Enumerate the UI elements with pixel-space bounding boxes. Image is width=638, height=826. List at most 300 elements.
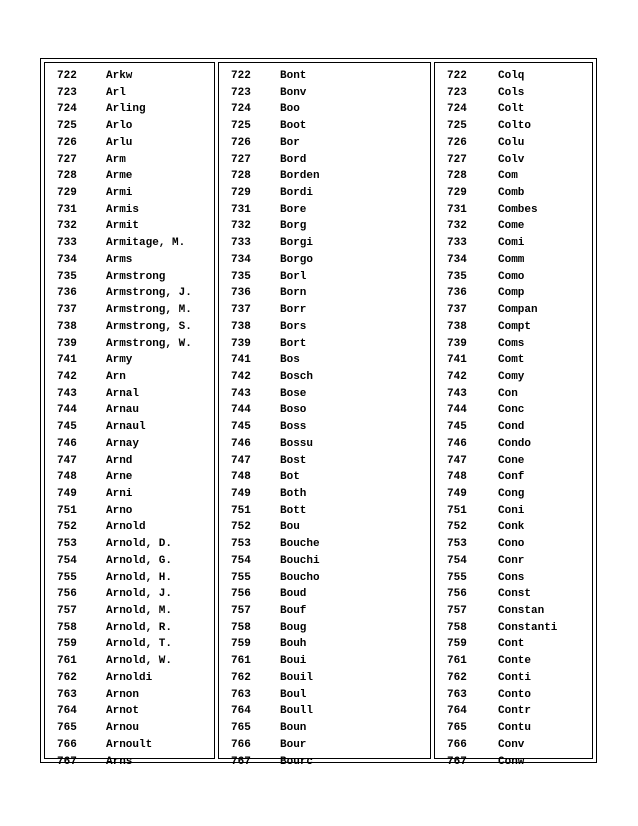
table-row — [45, 754, 214, 771]
cutter-number: 754 — [447, 554, 467, 567]
cutter-number: 761 — [57, 655, 77, 668]
name-entry: Boui — [280, 655, 307, 668]
name-entry: Armstrong, J. — [106, 287, 192, 300]
cutter-number: 753 — [447, 538, 467, 551]
name-entry: Armitage, M. — [106, 237, 186, 250]
name-entry: Bouche — [280, 538, 320, 551]
cutter-number: 758 — [57, 621, 77, 634]
cutter-number: 753 — [57, 538, 77, 551]
cutter-number: 765 — [447, 722, 467, 735]
name-entry: Boucho — [280, 571, 320, 584]
table-row — [435, 336, 592, 353]
cutter-number: 743 — [231, 387, 251, 400]
cutter-number: 751 — [447, 504, 467, 517]
cutter-number: 753 — [231, 538, 251, 551]
table-row — [435, 720, 592, 737]
cutter-number: 748 — [447, 471, 467, 484]
name-entry: Arnay — [106, 437, 140, 450]
cutter-number: 726 — [231, 136, 251, 149]
cutter-number: 766 — [231, 738, 251, 751]
table-row — [435, 519, 592, 536]
cutter-number: 745 — [447, 421, 467, 434]
cutter-number: 735 — [231, 270, 251, 283]
name-entry: Arnon — [106, 688, 140, 701]
table-row — [435, 469, 592, 486]
name-entry: Boul — [280, 688, 307, 701]
table-row — [45, 620, 214, 637]
table-row — [219, 68, 430, 85]
cutter-number: 724 — [231, 103, 251, 116]
cutter-number: 741 — [447, 354, 467, 367]
cutter-number: 763 — [231, 688, 251, 701]
cutter-number: 729 — [57, 187, 77, 200]
cutter-number: 734 — [231, 253, 251, 266]
table-row — [219, 436, 430, 453]
table-row — [435, 386, 592, 403]
name-entry: Bour — [280, 738, 307, 751]
cutter-number: 734 — [447, 253, 467, 266]
cutter-number: 743 — [57, 387, 77, 400]
name-entry: Arn — [106, 370, 126, 383]
cutter-number: 742 — [447, 370, 467, 383]
name-entry: Colt — [498, 103, 525, 116]
cutter-number: 739 — [57, 337, 77, 350]
cutter-number: 762 — [447, 671, 467, 684]
cutter-number: 738 — [231, 320, 251, 333]
name-entry: Borl — [280, 270, 307, 283]
cutter-number: 762 — [57, 671, 77, 684]
table-row — [219, 85, 430, 102]
cutter-number: 767 — [447, 755, 467, 768]
table-row — [435, 152, 592, 169]
name-entry: Bose — [280, 387, 307, 400]
table-row — [219, 486, 430, 503]
name-entry: Arnau — [106, 404, 140, 417]
table-row — [219, 469, 430, 486]
name-entry: Bou — [280, 521, 300, 534]
name-entry: Arns — [106, 755, 133, 768]
name-entry: Comy — [498, 370, 525, 383]
table-row — [435, 185, 592, 202]
name-entry: Arnoldi — [106, 671, 153, 684]
cutter-number: 725 — [447, 120, 467, 133]
cutter-number: 732 — [231, 220, 251, 233]
cutter-number: 759 — [447, 638, 467, 651]
table-row — [45, 235, 214, 252]
table-row — [435, 302, 592, 319]
cutter-number: 756 — [231, 588, 251, 601]
table-row — [45, 436, 214, 453]
table-row — [219, 453, 430, 470]
name-entry: Come — [498, 220, 525, 233]
name-entry: Conte — [498, 655, 532, 668]
name-entry: Arne — [106, 471, 133, 484]
cutter-number: 747 — [447, 454, 467, 467]
name-entry: Conf — [498, 471, 525, 484]
cutter-number: 754 — [57, 554, 77, 567]
table-row — [435, 202, 592, 219]
table-row — [45, 469, 214, 486]
table-row — [219, 218, 430, 235]
name-entry: Arnold, T. — [106, 638, 173, 651]
name-entry: Colu — [498, 136, 525, 149]
cutter-number: 726 — [57, 136, 77, 149]
table-row — [45, 285, 214, 302]
table-row — [435, 453, 592, 470]
table-row — [45, 486, 214, 503]
cutter-number: 747 — [57, 454, 77, 467]
name-entry: Comp — [498, 287, 525, 300]
cutter-number: 748 — [231, 471, 251, 484]
name-entry: Conw — [498, 755, 525, 768]
name-entry: Both — [280, 488, 307, 500]
table-row — [219, 737, 430, 754]
cutter-number: 755 — [447, 571, 467, 584]
name-entry: Bost — [280, 454, 307, 467]
table-row — [219, 670, 430, 687]
cutter-number: 724 — [57, 103, 77, 116]
table-row — [219, 118, 430, 135]
name-entry: Bordi — [280, 187, 314, 200]
name-entry: Armi — [106, 187, 133, 200]
name-entry: Bossu — [280, 437, 314, 450]
table-row — [219, 503, 430, 520]
name-entry: Conk — [498, 521, 525, 534]
table-row — [219, 185, 430, 202]
table-row — [435, 218, 592, 235]
table-row — [45, 636, 214, 653]
name-entry: Boud — [280, 588, 307, 601]
table-row — [45, 503, 214, 520]
name-entry: Boug — [280, 621, 307, 634]
cutter-number: 751 — [231, 504, 251, 517]
cutter-number: 747 — [231, 454, 251, 467]
table-row — [435, 68, 592, 85]
cutter-number: 737 — [57, 304, 77, 317]
name-entry: Bonv — [280, 86, 307, 99]
table-row — [435, 636, 592, 653]
cutter-number: 735 — [57, 270, 77, 283]
cutter-number: 758 — [231, 621, 251, 634]
table-row — [219, 152, 430, 169]
cutter-number: 766 — [57, 738, 77, 751]
name-entry: Conv — [498, 738, 525, 751]
name-entry: Boull — [280, 705, 314, 718]
cutter-number: 766 — [447, 738, 467, 751]
cutter-number: 744 — [57, 404, 77, 417]
table-row — [219, 536, 430, 553]
name-entry: Conr — [498, 554, 525, 567]
cutter-number: 748 — [57, 471, 77, 484]
table-row — [435, 436, 592, 453]
cutter-number: 722 — [57, 70, 77, 82]
cutter-number: 764 — [57, 705, 77, 718]
name-entry: Arni — [106, 488, 133, 500]
name-entry: Bort — [280, 337, 307, 350]
name-entry: Arlo — [106, 120, 133, 133]
table-row — [45, 68, 214, 85]
cutter-number: 734 — [57, 253, 77, 266]
cutter-number: 723 — [57, 86, 77, 99]
cutter-number: 755 — [231, 571, 251, 584]
cutter-number: 761 — [447, 655, 467, 668]
table-row — [219, 703, 430, 720]
name-entry: Arnold, M. — [106, 605, 173, 618]
table-row — [45, 687, 214, 704]
name-entry: Comb — [498, 187, 525, 200]
cutter-number: 763 — [57, 688, 77, 701]
table-row — [219, 402, 430, 419]
name-entry: Arnold, J. — [106, 588, 173, 601]
name-entry: Bot — [280, 471, 300, 484]
table-row — [435, 603, 592, 620]
name-entry: Condo — [498, 437, 532, 450]
table-row — [219, 386, 430, 403]
table-row — [219, 352, 430, 369]
name-entry: Colto — [498, 120, 532, 133]
cutter-number: 722 — [231, 70, 251, 82]
name-entry: Born — [280, 287, 307, 300]
name-entry: Arm — [106, 153, 126, 166]
table-row — [219, 135, 430, 152]
table-row — [45, 152, 214, 169]
table-row — [435, 503, 592, 520]
table-row — [219, 519, 430, 536]
cutter-number: 739 — [447, 337, 467, 350]
cutter-number: 726 — [447, 136, 467, 149]
table-column-b — [218, 62, 431, 768]
cutter-number: 757 — [57, 605, 77, 618]
table-row — [435, 235, 592, 252]
cutter-number: 733 — [57, 237, 77, 250]
table-row — [435, 319, 592, 336]
table-row — [435, 754, 592, 771]
name-entry: Armit — [106, 220, 140, 233]
cutter-number: 728 — [231, 170, 251, 183]
table-row — [219, 754, 430, 771]
name-entry: Arlu — [106, 136, 133, 149]
table-row — [45, 553, 214, 570]
cutter-number: 755 — [57, 571, 77, 584]
name-entry: Arling — [106, 103, 146, 116]
name-entry: Coms — [498, 337, 525, 350]
cutter-number: 757 — [447, 605, 467, 618]
cutter-number: 733 — [231, 237, 251, 250]
cutter-number: 728 — [57, 170, 77, 183]
cutter-number: 759 — [231, 638, 251, 651]
table-column-c — [434, 62, 593, 768]
cutter-number: 746 — [231, 437, 251, 450]
name-entry: Colq — [498, 70, 525, 82]
name-entry: Combes — [498, 203, 538, 216]
name-entry: Boun — [280, 722, 307, 735]
name-entry: Arnd — [106, 454, 133, 467]
table-row — [219, 720, 430, 737]
table-row — [219, 687, 430, 704]
table-row — [45, 218, 214, 235]
table-row — [219, 101, 430, 118]
name-entry: Bord — [280, 153, 307, 166]
cutter-number: 767 — [231, 755, 251, 768]
table-row — [435, 620, 592, 637]
name-entry: Arnold, H. — [106, 571, 173, 584]
name-entry: Bosch — [280, 370, 314, 383]
name-entry: Bott — [280, 504, 307, 517]
table-row — [45, 168, 214, 185]
name-entry: Comi — [498, 237, 525, 250]
name-entry: Bouh — [280, 638, 307, 651]
name-entry: Conti — [498, 671, 532, 684]
name-entry: Bouil — [280, 671, 314, 684]
cutter-number: 752 — [447, 521, 467, 534]
table-row — [219, 570, 430, 587]
table-row — [435, 419, 592, 436]
table-row — [219, 235, 430, 252]
name-entry: Contu — [498, 722, 532, 735]
name-entry: Bos — [280, 354, 300, 367]
table-row — [435, 269, 592, 286]
cutter-number: 746 — [57, 437, 77, 450]
name-entry: Con — [498, 387, 518, 400]
cutter-number: 733 — [447, 237, 467, 250]
cutter-number: 765 — [57, 722, 77, 735]
name-entry: Arnaul — [106, 421, 146, 434]
name-entry: Army — [106, 354, 133, 367]
table-row — [45, 603, 214, 620]
table-row — [45, 252, 214, 269]
cutter-number: 738 — [447, 320, 467, 333]
table-row — [435, 586, 592, 603]
name-entry: Cons — [498, 571, 525, 584]
table-row — [435, 85, 592, 102]
table-row — [219, 653, 430, 670]
cutter-number: 742 — [57, 370, 77, 383]
name-entry: Compan — [498, 304, 538, 317]
cutter-number: 737 — [447, 304, 467, 317]
table-row — [219, 319, 430, 336]
table-row — [435, 118, 592, 135]
table-row — [435, 168, 592, 185]
name-entry: Comm — [498, 253, 525, 266]
cutter-number: 739 — [231, 337, 251, 350]
name-entry: Arms — [106, 253, 133, 266]
table-row — [435, 135, 592, 152]
name-entry: Const — [498, 588, 532, 601]
cutter-number: 763 — [447, 688, 467, 701]
table-row — [219, 553, 430, 570]
name-entry: Coni — [498, 504, 525, 517]
cutter-number: 751 — [57, 504, 77, 517]
cutter-number: 742 — [231, 370, 251, 383]
name-entry: Arnold, D. — [106, 538, 173, 551]
table-row — [45, 352, 214, 369]
name-entry: Bourc — [280, 755, 314, 768]
cutter-number: 765 — [231, 722, 251, 735]
table-row — [435, 536, 592, 553]
cutter-number: 732 — [57, 220, 77, 233]
name-entry: Boo — [280, 103, 300, 116]
name-entry: Conto — [498, 688, 532, 701]
table-row — [219, 302, 430, 319]
cutter-number: 731 — [231, 203, 251, 216]
cutter-number: 767 — [57, 755, 77, 768]
table-row — [45, 269, 214, 286]
name-entry: Arl — [106, 86, 126, 99]
name-entry: Arno — [106, 504, 133, 517]
table-row — [219, 419, 430, 436]
table-row — [45, 185, 214, 202]
cutter-number: 754 — [231, 554, 251, 567]
name-entry: Arkw — [106, 70, 133, 82]
cutter-number: 757 — [231, 605, 251, 618]
table-row — [435, 553, 592, 570]
table-row — [219, 269, 430, 286]
table-row — [435, 369, 592, 386]
table-row — [219, 620, 430, 637]
name-entry: Com — [498, 170, 518, 183]
table-row — [435, 402, 592, 419]
table-row — [219, 168, 430, 185]
name-entry: Borgi — [280, 237, 314, 250]
name-entry: Arme — [106, 170, 133, 183]
cutter-number: 737 — [231, 304, 251, 317]
name-entry: Cont — [498, 638, 525, 651]
table-row — [219, 603, 430, 620]
cutter-number: 724 — [447, 103, 467, 116]
name-entry: Constanti — [498, 621, 558, 634]
cutter-number: 725 — [231, 120, 251, 133]
cutter-number: 727 — [57, 153, 77, 166]
name-entry: Cono — [498, 538, 525, 551]
table-row — [45, 302, 214, 319]
table-row — [45, 586, 214, 603]
cutter-number: 764 — [231, 705, 251, 718]
table-row — [45, 101, 214, 118]
table-row — [45, 453, 214, 470]
table-row — [45, 319, 214, 336]
name-entry: Como — [498, 270, 525, 283]
table-row — [435, 670, 592, 687]
name-entry: Arnot — [106, 705, 140, 718]
name-entry: Armstrong, M. — [106, 304, 192, 317]
name-entry: Borr — [280, 304, 307, 317]
cutter-number: 741 — [231, 354, 251, 367]
name-entry: Boss — [280, 421, 307, 434]
name-entry: Comt — [498, 354, 525, 367]
cutter-number: 736 — [57, 287, 77, 300]
table-row — [45, 118, 214, 135]
cutter-number: 722 — [447, 70, 467, 82]
table-row — [435, 703, 592, 720]
name-entry: Borgo — [280, 253, 314, 266]
cutter-number: 743 — [447, 387, 467, 400]
name-entry: Arnold — [106, 521, 146, 534]
name-entry: Arnold, G. — [106, 554, 173, 567]
cutter-number: 744 — [231, 404, 251, 417]
name-entry: Armstrong, S. — [106, 320, 192, 333]
cutter-number: 759 — [57, 638, 77, 651]
cutter-number: 764 — [447, 705, 467, 718]
name-entry: Cong — [498, 488, 525, 500]
name-entry: Borg — [280, 220, 307, 233]
name-entry: Bore — [280, 203, 307, 216]
table-row — [219, 202, 430, 219]
name-entry: Arnal — [106, 387, 140, 400]
cutter-number: 731 — [57, 203, 77, 216]
cutter-number: 731 — [447, 203, 467, 216]
cutter-number: 752 — [231, 521, 251, 534]
table-row — [45, 336, 214, 353]
